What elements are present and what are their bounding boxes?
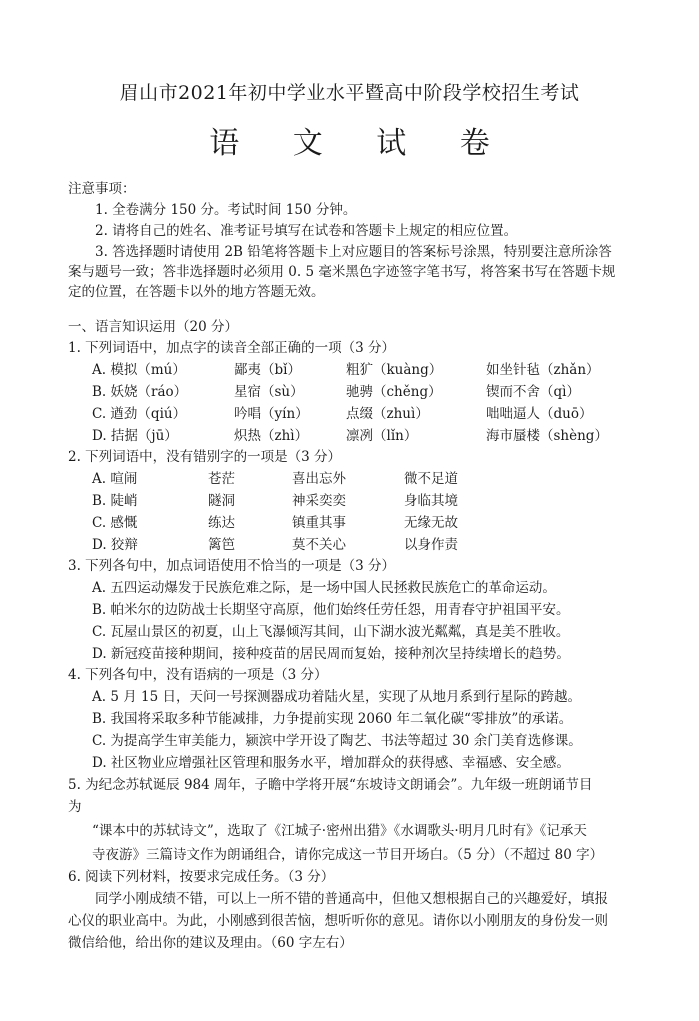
option-cell: 如坐针毡（zhǎn）	[486, 362, 600, 378]
option-cell: 点缀（zhuì）	[346, 406, 429, 422]
option-cell: D. 狡辩	[92, 537, 138, 553]
option-cell: 喜出忘外	[292, 471, 346, 487]
question-text: 寺夜游》三篇诗文作为朗诵组合，请你完成这一节目开场白。（5 分）（不超过 80 字）	[92, 847, 604, 863]
question-text: 微信给他，给出你的建议及理由。（60 字左右）	[68, 935, 353, 951]
option-cell: B. 妖娆（ráo）	[92, 384, 188, 400]
question-stem: 2. 下列词语中，没有错别字的一项是（3 分）	[68, 449, 342, 465]
question-text: 同学小刚成绩不错，可以上一所不错的普通高中，但他又想根据自己的兴趣爱好，填报	[95, 891, 608, 907]
note-item: 1. 全卷满分 150 分。考试时间 150 分钟。	[95, 202, 357, 218]
option-line: B. 我国将采取多种节能减排，力争提前实现 2060 年二氧化碳“零排放”的承诺。	[92, 711, 573, 727]
option-cell: 以身作责	[404, 537, 458, 553]
option-cell: 无缘无故	[404, 515, 458, 531]
question-stem: 3. 下列各句中，加点词语使用不恰当的一项是（3 分）	[68, 558, 396, 574]
option-cell: C. 遒劲（qiú）	[92, 406, 187, 422]
question-stem: 5. 为纪念苏轼诞辰 984 周年，子瞻中学将开展“东坡诗文朗诵会”。九年级一班朗诵节目	[68, 777, 593, 793]
option-cell: A. 喧闹	[92, 471, 138, 487]
option-cell: 练达	[208, 515, 235, 531]
question-text: 为	[68, 799, 82, 815]
exam-title: 眉山市2021年初中学业水平暨高中阶段学校招生考试	[119, 82, 580, 104]
option-cell: 吟唱（yín）	[234, 406, 309, 422]
option-cell: 锲而不舍（qì）	[486, 384, 580, 400]
option-cell: 咄咄逼人（duō）	[486, 406, 593, 422]
option-line: B. 帕米尔的边防战士长期坚守高原，他们始终任劳任怨，用青春守护祖国平安。	[92, 602, 570, 618]
option-cell: 凛冽（lǐn）	[346, 428, 418, 444]
option-cell: 粗犷（kuàng）	[346, 362, 443, 378]
option-line: C. 瓦屋山景区的初夏，山上飞瀑倾泻其间，山下湖水波光粼粼，真是美不胜收。	[92, 624, 570, 640]
option-cell: B. 陡峭	[92, 493, 138, 509]
note-item: 案与题号一致；答非选择题时必须用 0. 5 毫米黑色字迹签字笔书写，将答案书写在答题卡规	[68, 264, 616, 280]
question-stem: 1. 下列词语中，加点字的读音全部正确的一项（3 分）	[68, 340, 396, 356]
section-heading: 一、语言知识运用（20 分）	[68, 319, 238, 335]
option-line: A. 五四运动爆发于民族危难之际，是一场中国人民拯救民族危亡的革命运动。	[92, 580, 556, 596]
option-cell: 身临其境	[404, 493, 458, 509]
option-line: A. 5 月 15 日，天问一号探测器成功着陆火星，实现了从地月系到行星际的跨越。	[92, 689, 581, 705]
note-item: 3. 答选择题时请使用 2B 铅笔将答题卡上对应题目的答案标号涂黑，特别要注意所涂答	[95, 244, 612, 260]
question-text: “课本中的苏轼诗文”，选取了《江城子·密州出猎》《水调歌头·明月几时有》《记承天	[92, 823, 587, 839]
note-item: 2. 请将自己的姓名、准考证号填写在试卷和答题卡上规定的相应位置。	[95, 223, 518, 239]
option-line: C. 为提高学生审美能力，颍滨中学开设了陶艺、书法等超过 30 余门美育选修课。	[92, 733, 582, 749]
option-cell: 篱笆	[208, 537, 235, 553]
option-cell: D. 拮据（jū）	[92, 428, 178, 444]
option-cell: 苍茫	[208, 471, 235, 487]
option-cell: 微不足道	[404, 471, 458, 487]
option-line: D. 社区物业应增强社区管理和服务水平，增加群众的获得感、幸福感、安全感。	[92, 755, 570, 771]
option-cell: 隧洞	[208, 493, 235, 509]
option-cell: 海市蜃楼（shèng）	[486, 428, 608, 444]
option-cell: 驰骋（chěng）	[346, 384, 442, 400]
question-stem: 4. 下列各句中，没有语病的一项是（3 分）	[68, 667, 328, 683]
option-cell: 莫不关心	[292, 537, 346, 553]
option-cell: 星宿（sù）	[234, 384, 304, 400]
option-cell: 神采奕奕	[292, 493, 346, 509]
option-cell: C. 感慨	[92, 515, 138, 531]
notes-heading: 注意事项：	[68, 181, 136, 197]
question-stem: 6. 阅读下列材料，按要求完成任务。（3 分）	[68, 869, 335, 885]
option-line: D. 新冠疫苗接种期间，接种疫苗的居民周而复始，接种剂次呈持续增长的趋势。	[92, 646, 570, 662]
exam-subtitle: 语 文 试 卷	[209, 126, 512, 161]
option-cell: 炽热（zhì）	[234, 428, 309, 444]
question-text: 心仪的职业高中。为此，小刚感到很苦恼，想听听你的意见。请你以小刚朋友的身份发一则	[68, 913, 608, 929]
option-cell: A. 模拟（mú）	[92, 362, 186, 378]
note-item: 定的位置，在答题卡以外的地方答题无效。	[68, 284, 325, 300]
option-cell: 镇重其事	[292, 515, 346, 531]
option-cell: 鄙夷（bǐ）	[234, 362, 301, 378]
